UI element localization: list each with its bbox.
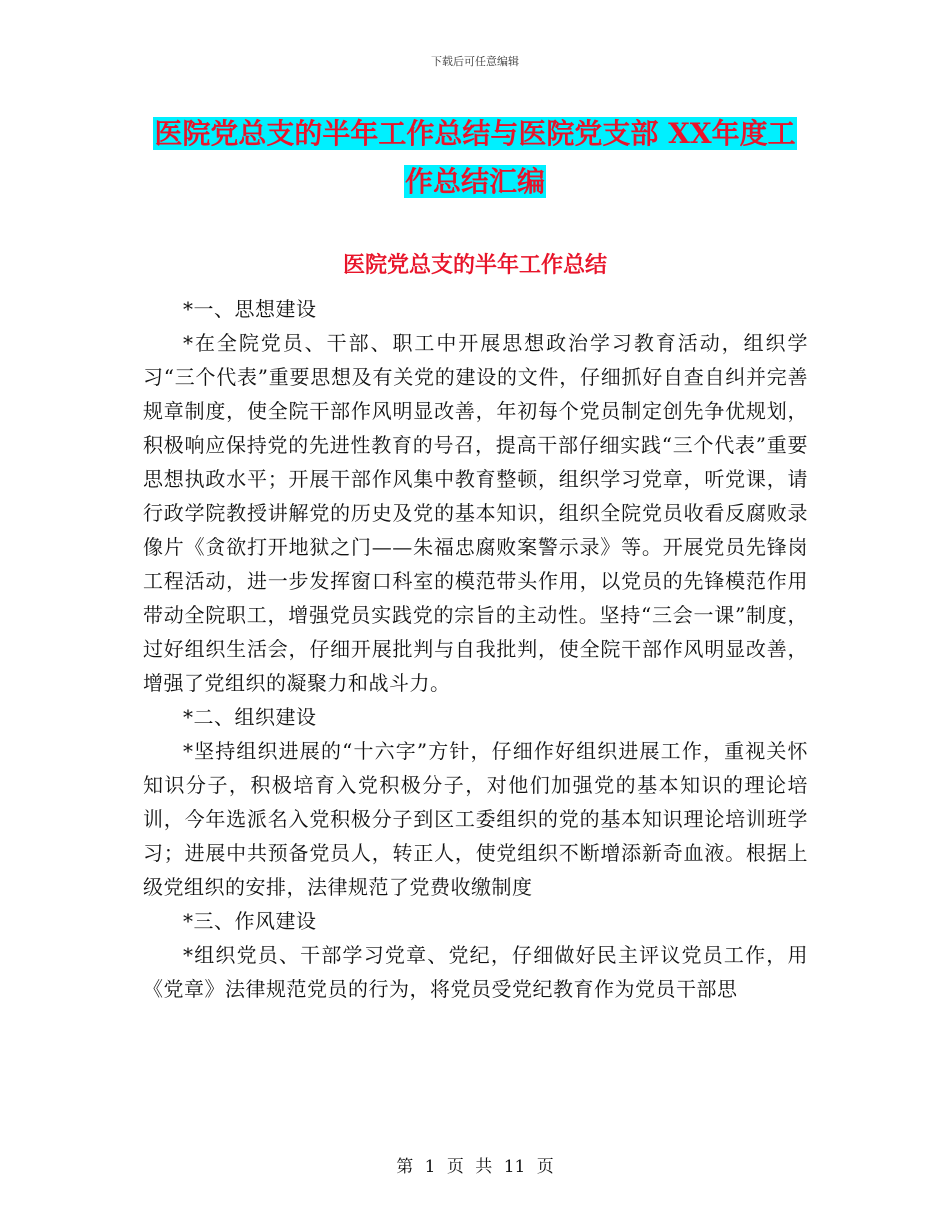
- header-note: 下载后可任意编辑: [431, 55, 519, 68]
- paragraph-style-building: *组织党员、干部学习党章、党纪，仔细做好民主评议党员工作，用《党章》法律规范党员的行为，将党员受党纪教育作为党员干部思: [143, 943, 808, 1001]
- paragraph-organization-building: *坚持组织进展的“十六字”方针，仔细作好组织进展工作，重视关怀知识分子，积极培育入党积极分子，对他们加强党的基本知识的理论培训，今年选派名入党积极分子到区工委组织的党的基本知识理论培训班学习；进展中共预备党员人，转正人，使党组织不断增添新奇血液。根据上级党组织的安排，法律规范了党费收缴制度: [143, 739, 808, 899]
- heading-style-building: *三、作风建设: [183, 909, 317, 933]
- heading-thought-building: *一、思想建设: [183, 297, 317, 321]
- document-title-line-2: 作总结汇编: [404, 165, 545, 198]
- heading-organization-building: *二、组织建设: [183, 705, 317, 729]
- document-title-line-1: 医院党总支的半年工作总结与医院党支部 XX年度工: [154, 117, 796, 150]
- page-footer: 第 1 页 共 11 页: [396, 1157, 554, 1177]
- document-title: [0, 110, 950, 206]
- section-title: 医院党总支的半年工作总结: [342, 252, 607, 278]
- paragraph-thought-building: *在全院党员、干部、职工中开展思想政治学习教育活动，组织学习“三个代表”重要思想及有关党的建设的文件，仔细抓好自查自纠并完善规章制度，使全院干部作风明显改善，年初每个党员制定创先争优规划，积极响应保持党的先进性教育的号召，提高干部仔细实践“三个代表”重要思想执政水平；开展干部作风集中教育整顿，组织学习党章，听党课，请行政学院教授讲解党的历史及党的基本知识，组织全院党员收看反腐败录像片《贪欲打开地狱之门——朱福忠腐败案警示录》等。开展党员先锋岗工程活动，进一步发挥窗口科室的模范带头作用，以党员的先锋模范作用带动全院职工，增强党员实践党的宗旨的主动性。坚持“三会一课”制度，过好组织生活会，仔细开展批判与自我批判，使全院干部作风明显改善，增强了党组织的凝聚力和战斗力。: [143, 331, 808, 695]
- body-text: [143, 292, 808, 1006]
